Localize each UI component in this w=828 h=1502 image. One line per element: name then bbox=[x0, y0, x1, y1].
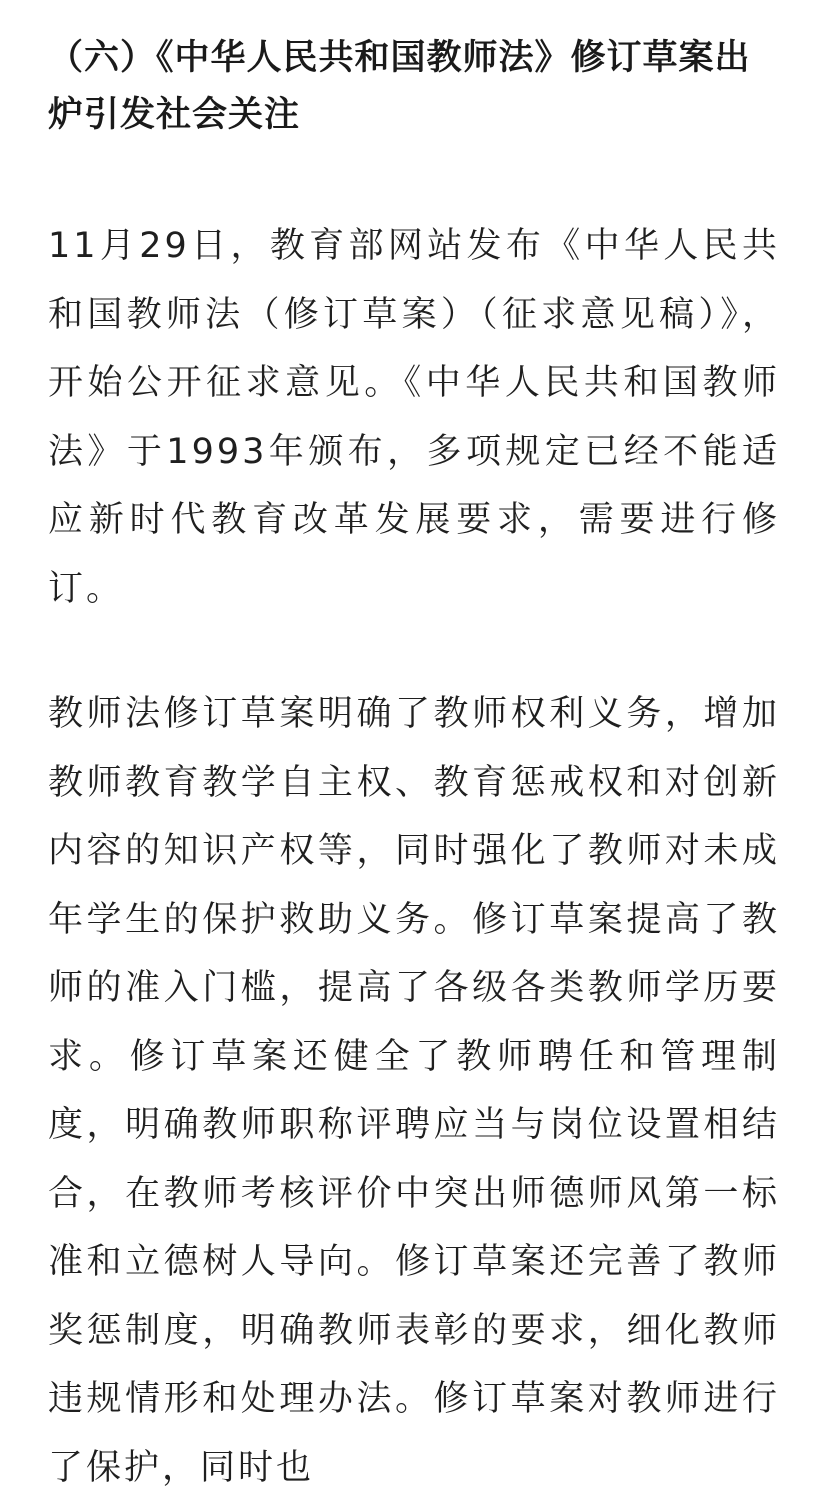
paragraph-announcement: 11月29日，教育部网站发布《中华人民共和国教师法（修订草案）（征求意见稿）》，开始公开征求意见。《中华人民共和国教师法》于1993年颁布，多项规定已经不能适应新时代教育改革发展要求，需要进行修订。 bbox=[48, 226, 780, 609]
paragraph-draft-details: 教师法修订草案明确了教师权利义务，增加教师教育教学自主权、教育惩戒权和对创新内容的知识产权等，同时强化了教师对未成年学生的保护救助义务。修订草案提高了教师的准入门槛，提高了各级各类教师学历要求。修订草案还健全了教师聘任和管理制度，明确教师职称评聘应当与岗位设置相结合，在教师考核评价中突出师德师风第一标准和立德树人导向。修订草案还完善了教师奖惩制度，明确教师表彰的要求，细化教师违规情形和处理办法。修订草案对教师进行了保护，同时也 bbox=[48, 694, 780, 1488]
section-heading: （六）《中华人民共和国教师法》修订草案出炉引发社会关注 bbox=[48, 38, 751, 135]
article-body bbox=[48, 0, 780, 1488]
